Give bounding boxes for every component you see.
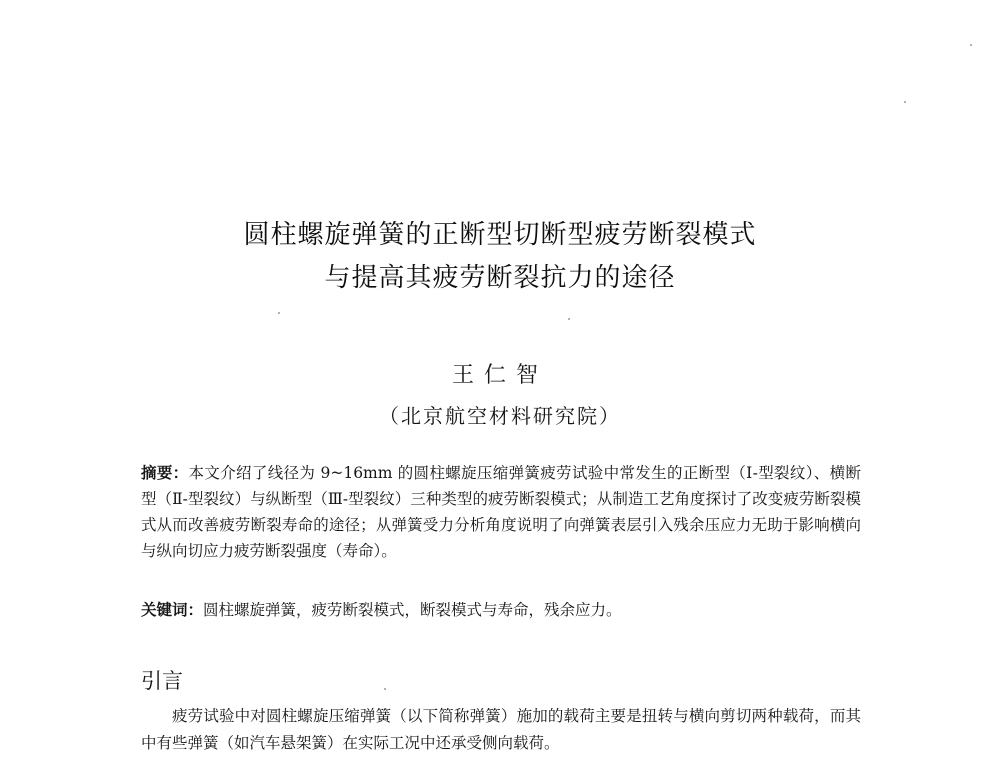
keywords-label: 关键词： bbox=[141, 600, 204, 619]
abstract-block bbox=[141, 460, 861, 564]
scan-speck bbox=[278, 312, 280, 314]
author-name: 王仁智 bbox=[451, 363, 548, 388]
keywords-text: 圆柱螺旋弹簧，疲劳断裂模式，断裂模式与寿命，残余应力。 bbox=[203, 601, 622, 619]
scan-speck bbox=[568, 318, 570, 320]
scan-speck bbox=[904, 101, 906, 103]
author-affiliation: （北京航空材料研究院） bbox=[379, 404, 621, 428]
paper-title-line-1: 圆柱螺旋弹簧的正断型切断型疲劳断裂模式 bbox=[243, 220, 757, 250]
intro-paragraph: 疲劳试验中对圆柱螺旋压缩弹簧（以下简称弹簧）施加的载荷主要是扭转与横向剪切两种载荷，而其中有些弹簧（如汽车悬架簧）在实际工况中还承受侧向载荷。 bbox=[141, 707, 861, 752]
paper-title-line-2: 与提高其疲劳断裂抗力的途径 bbox=[324, 263, 676, 293]
abstract-text: 本文介绍了线径为 9~16mm 的圆柱螺旋压缩弹簧疲劳试验中常发生的正断型（Ⅰ-型裂纹）、横断型（Ⅱ-型裂纹）与纵断型（Ⅲ-型裂纹）三种类型的疲劳断裂模式；从制造工艺角度探讨了改变疲劳断裂模式从而改善疲劳断裂寿命的途径；从弹簧受力分析角度说明了向弹簧表层引入残余压应力无助于影响横向与纵向切应力疲劳断裂强度（寿命）。 bbox=[141, 464, 861, 560]
section-heading: 引言 bbox=[141, 669, 183, 693]
abstract-label: 摘要： bbox=[141, 463, 189, 482]
keywords-block bbox=[141, 597, 861, 623]
scan-speck bbox=[384, 688, 386, 690]
scan-speck bbox=[970, 44, 972, 46]
